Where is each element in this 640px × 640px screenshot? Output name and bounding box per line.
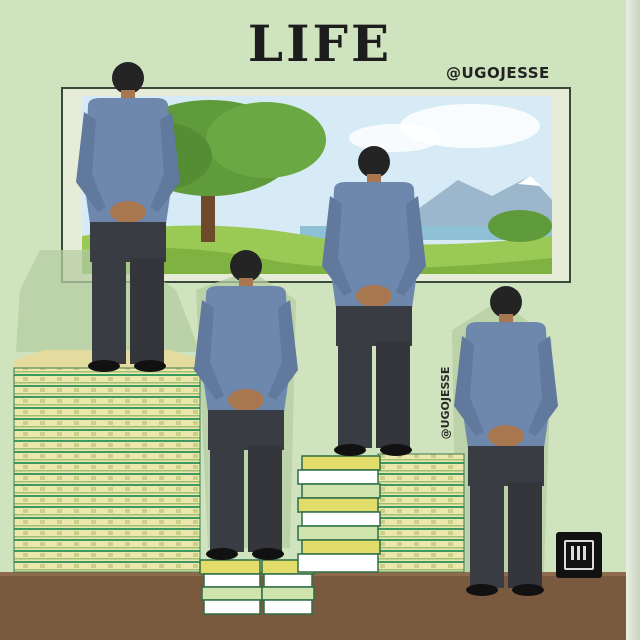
- watermark-handle: @UGOJESSE: [446, 64, 550, 82]
- book: [202, 587, 262, 600]
- shoe: [512, 584, 544, 596]
- book: [204, 574, 260, 587]
- logo-frame: [564, 540, 594, 570]
- book: [302, 456, 380, 470]
- book-stack-small: [200, 560, 314, 614]
- book: [298, 526, 378, 540]
- logo-mark: [577, 546, 580, 560]
- book: [302, 540, 380, 554]
- bush: [488, 210, 552, 242]
- tree-canopy: [206, 102, 326, 178]
- cloud: [349, 124, 441, 152]
- book: [200, 560, 260, 574]
- hands: [488, 425, 524, 447]
- leg-right: [130, 258, 164, 364]
- money-stack-right: [378, 454, 464, 572]
- book: [298, 554, 378, 572]
- leg-left: [210, 446, 244, 552]
- money-stack-body: [378, 454, 464, 572]
- trousers: [208, 410, 284, 450]
- book: [298, 498, 378, 512]
- brand-logo-icon: [556, 532, 602, 578]
- hands: [228, 389, 264, 411]
- leg-right: [248, 446, 282, 552]
- leg-right: [508, 482, 542, 588]
- leg-right: [376, 342, 410, 448]
- hands: [356, 285, 392, 307]
- book-stack-tall: [298, 456, 380, 572]
- book: [302, 484, 380, 498]
- logo-mark: [571, 546, 574, 560]
- shoe: [88, 360, 120, 372]
- logo-mark: [583, 546, 586, 560]
- leg-left: [338, 342, 372, 448]
- head: [358, 146, 390, 178]
- book: [302, 512, 380, 526]
- shoe: [334, 444, 366, 456]
- hands: [110, 201, 146, 223]
- watermark-vertical-text: @UGOJESSE: [439, 366, 452, 440]
- shoe: [252, 548, 284, 560]
- leg-left: [470, 482, 504, 588]
- trousers: [336, 306, 412, 346]
- leg-left: [92, 258, 126, 364]
- book: [204, 600, 260, 614]
- shoe: [466, 584, 498, 596]
- book: [264, 600, 312, 614]
- shoe: [206, 548, 238, 560]
- head: [230, 250, 262, 282]
- trousers: [468, 446, 544, 486]
- shoe: [134, 360, 166, 372]
- money-stack-left: [14, 350, 200, 572]
- shoe: [380, 444, 412, 456]
- edge-strip: [626, 0, 640, 640]
- head: [490, 286, 522, 318]
- floor: [0, 572, 640, 640]
- book: [298, 470, 378, 484]
- book: [262, 587, 314, 600]
- book: [264, 574, 312, 587]
- page-title: LIFE: [247, 14, 393, 73]
- money-stack-body: [14, 368, 200, 572]
- trousers: [90, 222, 166, 262]
